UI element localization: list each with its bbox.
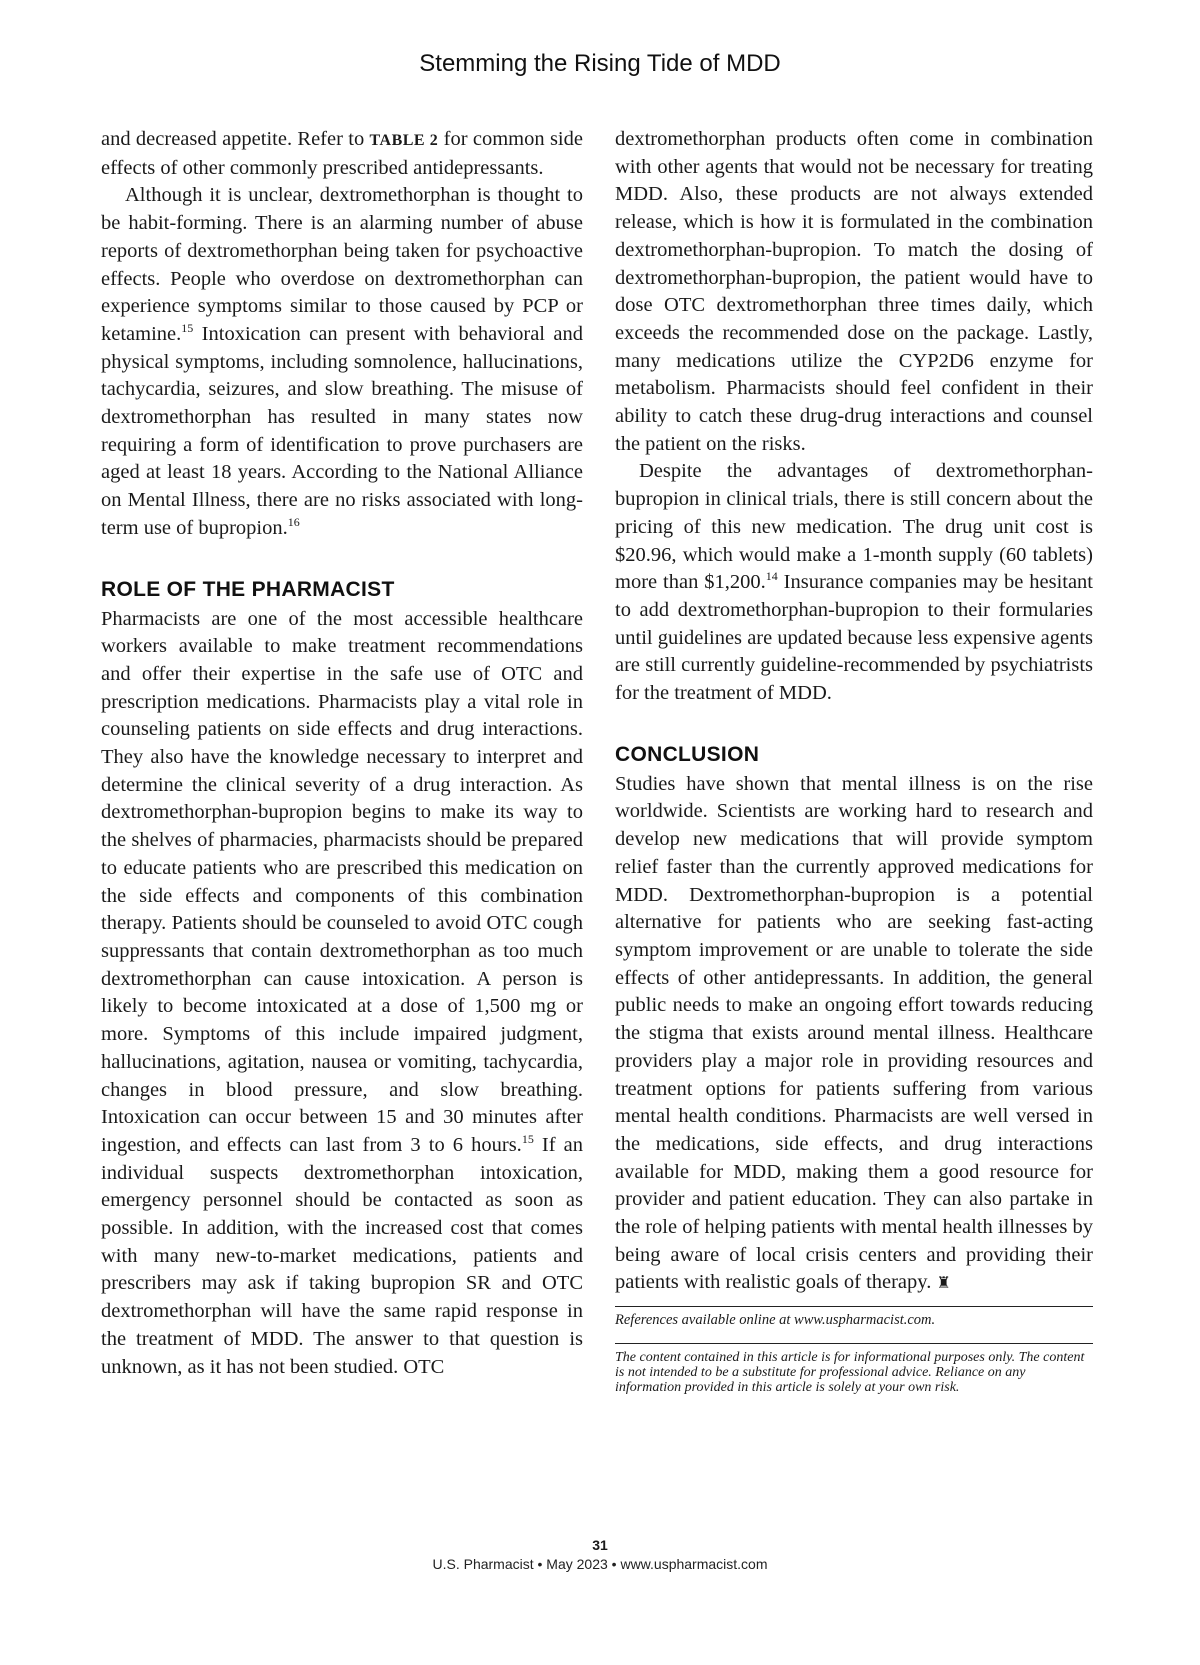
paragraph: Although it is unclear, dextromethorphan is thought to be habit-forming. There is an alarming number of abuse reports of dextromethorphan being taken for psychoactive effects. People who overdose on dextromethorphan can experience symptoms similar to those caused by PCP or ketamine.$^{15}$ Intoxication can present with behavioral and physical symptoms, including somnolence, hallucinations, tachycardia, seizures, and slow breathing. The misuse of dextromethorphan has resulted in many states now requiring a form of identification to prove purchasers are aged at least 18 years. According to the National Alliance on Mental Illness, there are no risks associated with long-term use of bupropion.$^{16}$ bbox=[101, 184, 583, 539]
right-column bbox=[615, 126, 1093, 1395]
left-column bbox=[101, 126, 583, 1381]
citation-superscript: 15 bbox=[521, 1132, 534, 1147]
page-number: 31 bbox=[592, 1537, 608, 1553]
running-header: Stemming the Rising Tide of MDD bbox=[419, 50, 781, 77]
disclaimer: The content contained in this article is for informational purposes only. The content is not intended to be a substitute for professional advice. Reliance on any information provided in this article is solely at your own risk. bbox=[615, 1343, 1093, 1395]
table-reference: TABLE 2 bbox=[369, 132, 439, 149]
section-heading-conclusion: CONCLUSION bbox=[615, 742, 760, 766]
paragraph: Pharmacists are one of the most accessible healthcare workers available to make treatment recommendations and offer their expertise in the safe use of OTC and prescription medications. Pharmacists play a vital role in counseling patients on side effects and drug interactions. They also have the knowledge necessary to interpret and determine the clinical severity of a drug interaction. As dextromethorphan-bupropion begins to make its way to the shelves of pharmacies, pharmacists should be prepared to educate patients who are prescribed this medication on the side effects and components of this combination therapy. Patients should be counseled to avoid OTC cough suppressants that contain dextromethorphan as too much dextromethorphan can cause intoxication. A person is likely to become intoxicated at a dose of 1,500 mg or more. Symptoms of this include impaired judgment, hallucinations, agitation, nausea or vomiting, tachycardia, changes in blood pressure, and slow breathing. Intoxication can occur between 15 and 30 minutes after ingestion, and effects can last from 3 to 6 hours.$^{15}$ If an individual suspects dextromethorphan intoxication, emergency personnel should be contacted as soon as possible. In addition, with the increased cost that comes with many new-to-market medications, patients and prescribers may ask if taking bupropion SR and OTC dextromethorphan will have the same rapid response in the treatment of MDD. The answer to that question is unknown, as it has not been studied. OTC bbox=[101, 607, 583, 1378]
page-footer: U.S. Pharmacist • May 2023 • www.uspharmacist.com bbox=[432, 1556, 768, 1572]
citation-superscript: 14 bbox=[765, 569, 778, 584]
paragraph: Studies have shown that mental illness is on the rise worldwide. Scientists are working hard to research and develop new medications that will provide symptom relief faster than the currently approved medications for MDD. Dextromethorphan-bupropion is a potential alternative for patients who are seeking fast-acting symptom improvement or are unable to tolerate the side effects of other antidepressants. In addition, the general public needs to make an ongoing effort towards reducing the stigma that exists around mental illness. Healthcare providers play a major role in providing resources and treatment options for patients suffering from various mental health conditions. Pharmacists are well versed in the medications, side effects, and drug interactions available for MDD, making them a good resource for provider and patient education. They can also partake in the role of helping patients with mental health illnesses by being aware of local crisis centers and providing their patients with realistic goals of therapy. ♜ bbox=[615, 772, 1093, 1294]
section-heading-role-of-pharmacist: ROLE OF THE PHARMACIST bbox=[101, 577, 395, 601]
references-note: References available online at www.uspharmacist.com. bbox=[615, 1306, 1093, 1329]
paragraph: Despite the advantages of dextromethorphan-bupropion in clinical trials, there is still concern about the pricing of this new medication. The drug unit cost is $20.96, which would make a 1-month supply (60 tablets) more than $1,200.14 Insurance companies may be hesitant to add dextromethorphan-bupropion to their formularies until guidelines are updated because less expensive agents are still currently guideline-recommended by psychiatrists for the treatment of MDD. bbox=[615, 460, 1094, 705]
citation-superscript: 15 bbox=[181, 321, 194, 336]
end-of-article-icon: ♜ bbox=[936, 1275, 951, 1293]
citation-superscript: 16 bbox=[287, 515, 300, 530]
paragraph: and decreased appetite. Refer to TABLE 2 for common side effects of other commonly prescribed antidepressants. bbox=[101, 128, 583, 179]
paragraph: dextromethorphan products often come in combination with other agents that would not be necessary for treating MDD. Also, these products are not always extended release, which is how it is formulated in the combination dextromethorphan-bupropion. To match the dosing of dextromethorphan-bupropion, the patient would have to dose OTC dextromethorphan three times daily, which exceeds the recommended dose on the package. Lastly, many medications utilize the CYP2D6 enzyme for metabolism. Pharmacists should feel confident in their ability to catch these drug-drug interactions and counsel the patient on the risks. bbox=[615, 128, 1093, 455]
